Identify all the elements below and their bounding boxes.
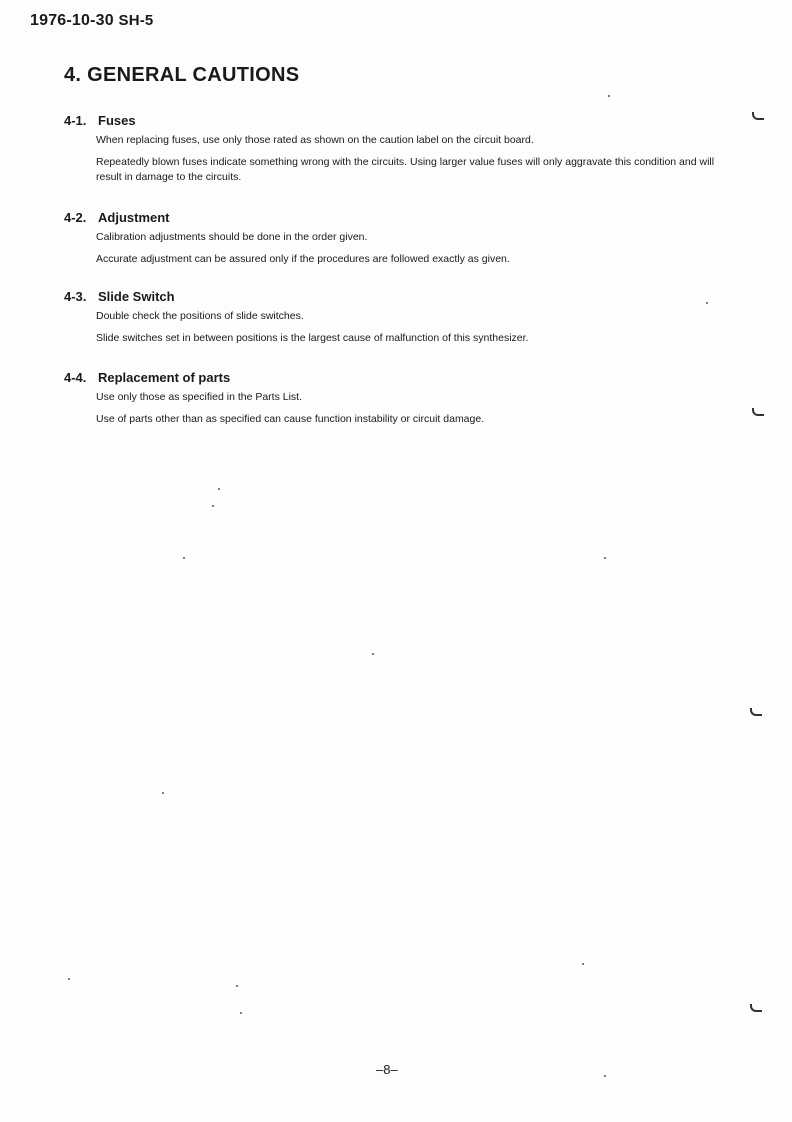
subsection-heading: [64, 370, 724, 386]
scan-speck: [240, 1012, 242, 1014]
subsection-number: 4-4.: [64, 370, 87, 385]
binder-hole-mark: [750, 1004, 762, 1012]
subsection-number: 4-3.: [64, 289, 87, 304]
subsection-fuses: [64, 113, 724, 185]
paragraph: Calibration adjustments should be done in the order given.: [96, 231, 368, 243]
scan-speck: [162, 792, 164, 794]
scan-speck: [608, 95, 610, 97]
section-title: [64, 64, 299, 87]
scan-speck: [372, 653, 374, 655]
scan-speck: [212, 505, 214, 507]
paragraph: Double check the positions of slide switches.: [96, 310, 304, 322]
scan-speck: [582, 963, 584, 965]
subsection-adjustment: [64, 210, 724, 267]
document-header: [30, 12, 153, 30]
scan-speck: [218, 488, 220, 490]
scan-speck: [604, 557, 606, 559]
paragraph: Repeatedly blown fuses indicate something wrong with the circuits. Using larger value fuses will only aggravate this condition and will result in damage to the circuits.: [96, 156, 715, 183]
scan-speck: [604, 1075, 606, 1077]
paragraph: Use of parts other than as specified can cause function instability or circuit damage.: [96, 413, 485, 425]
paragraph: When replacing fuses, use only those rated as shown on the caution label on the circuit board.: [96, 134, 534, 146]
document-model: SH-5: [118, 12, 154, 29]
subsection-number: 4-2.: [64, 210, 87, 225]
scan-speck: [236, 985, 238, 987]
section-title-text: GENERAL CAUTIONS: [87, 64, 300, 86]
subsection-slide-switch: [64, 289, 724, 346]
subsection-number: 4-1.: [64, 113, 87, 128]
subsection-title: Replacement of parts: [98, 370, 231, 385]
subsection-replacement-of-parts: [64, 370, 724, 427]
document-date: 1976-10-30: [30, 12, 114, 29]
page-number: –8–: [376, 1062, 398, 1077]
subsection-title: Adjustment: [98, 210, 170, 225]
binder-hole-mark: [752, 408, 764, 416]
subsection-heading: [64, 113, 724, 129]
paragraph: Accurate adjustment can be assured only if the procedures are followed exactly as given.: [96, 253, 510, 265]
binder-hole-mark: [752, 112, 764, 120]
section-number: 4.: [64, 64, 82, 86]
subsection-heading: [64, 289, 724, 305]
paragraph: Slide switches set in between positions is the largest cause of malfunction of this synthesizer.: [96, 332, 529, 344]
subsection-heading: [64, 210, 724, 226]
subsection-title: Fuses: [98, 113, 136, 128]
subsection-title: Slide Switch: [98, 289, 175, 304]
scan-speck: [183, 557, 185, 559]
scan-speck: [706, 302, 708, 304]
binder-hole-mark: [750, 708, 762, 716]
paragraph: Use only those as specified in the Parts List.: [96, 391, 303, 403]
scan-speck: [68, 978, 70, 980]
